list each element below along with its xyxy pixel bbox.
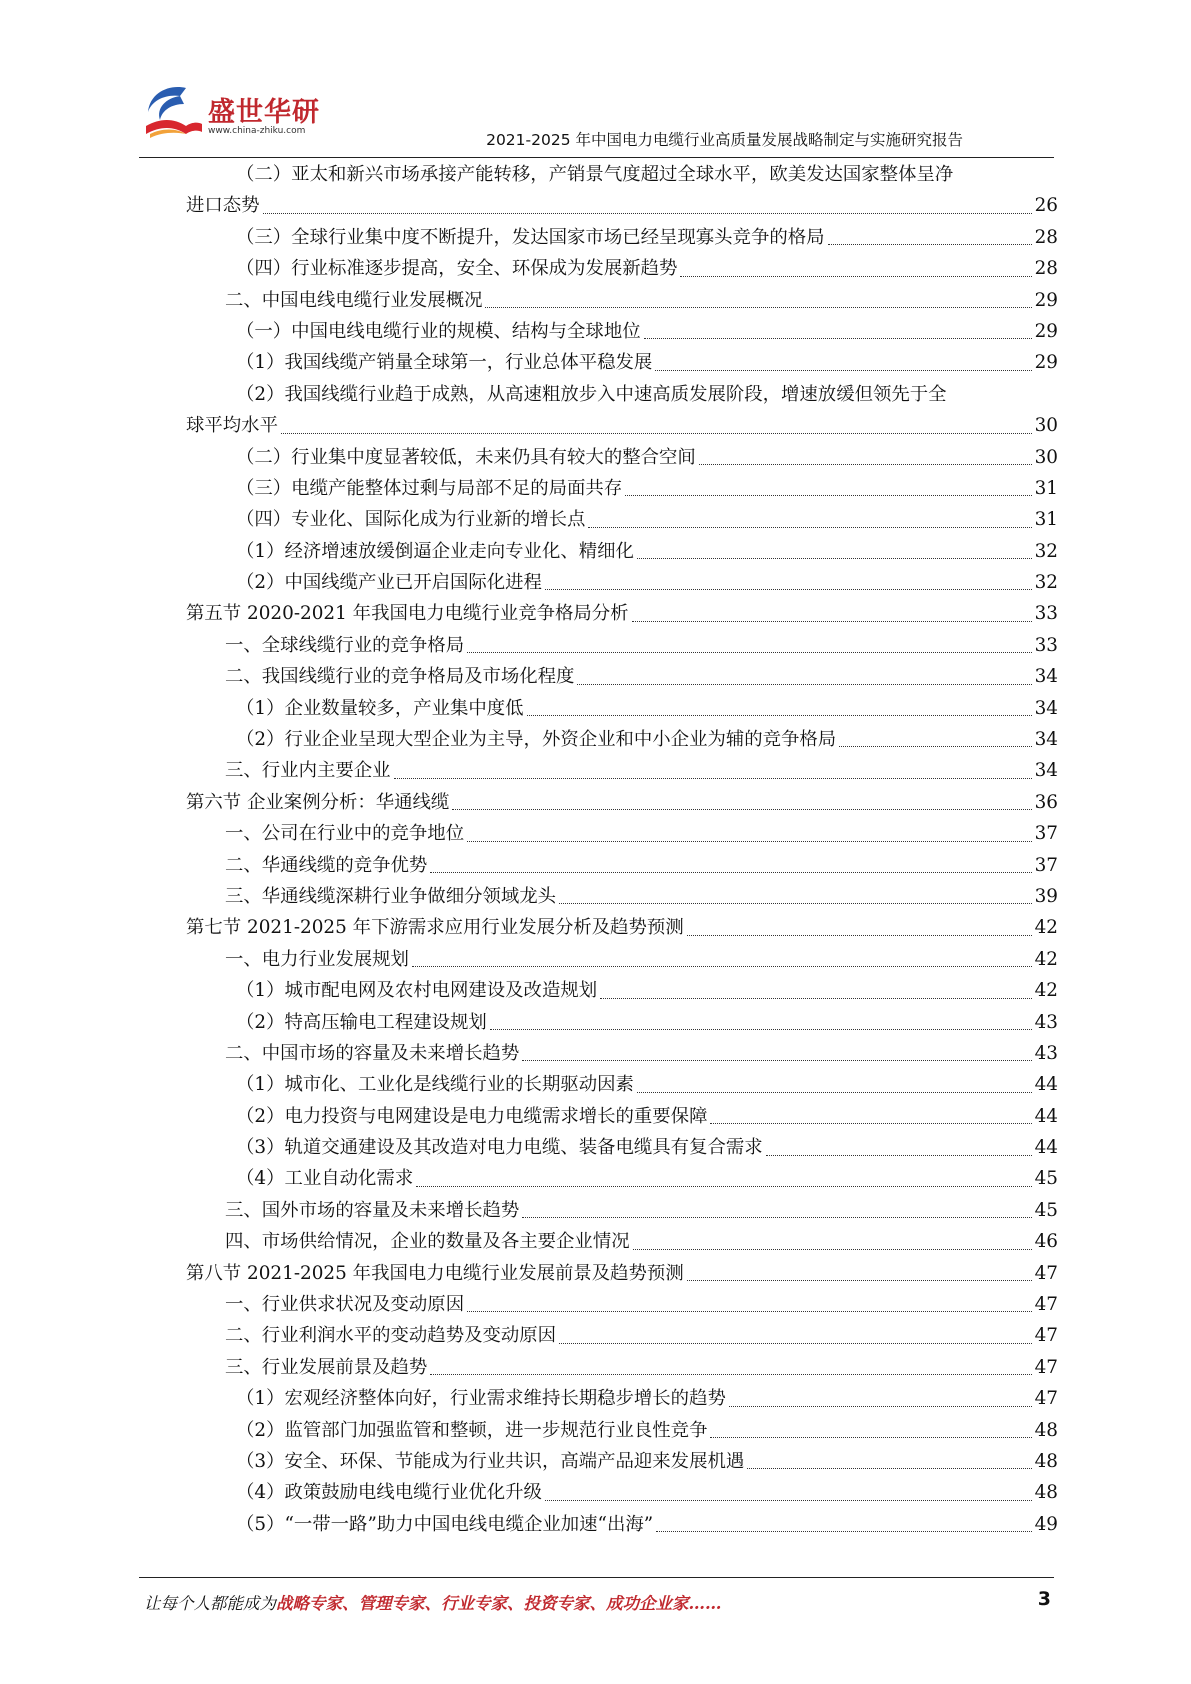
toc-page-number: 31 [1034, 509, 1058, 531]
toc-entry-title: （2）中国线缆产业已开启国际化进程 [236, 572, 542, 594]
toc-entry-title: （2）监管部门加强监管和整顿，进一步规范行业良性竞争 [236, 1419, 708, 1441]
toc-entry-title: （二）亚太和新兴市场承接产能转移，产销景气度超过全球水平，欧美发达国家整体呈净 [236, 163, 954, 185]
page-header [0, 0, 1191, 160]
toc-page-number: 26 [1034, 195, 1058, 217]
toc-page-number: 42 [1034, 917, 1058, 939]
toc-entry[interactable] [236, 1007, 1058, 1038]
toc-leader-dots [467, 652, 1032, 653]
toc-entry-title: 第八节 2021-2025 年我国电力电缆行业发展前景及趋势预测 [186, 1262, 684, 1284]
toc-page-number: 48 [1034, 1451, 1058, 1472]
toc-page-number: 30 [1034, 415, 1058, 437]
toc-entry[interactable] [236, 222, 1058, 253]
toc-entry[interactable] [236, 1415, 1058, 1446]
toc-leader-dots [588, 527, 1031, 528]
toc-leader-dots [559, 903, 1032, 904]
toc-entry[interactable] [236, 347, 1058, 378]
toc-entry[interactable] [236, 1101, 1058, 1132]
toc-page-number: 37 [1034, 854, 1058, 876]
toc-entry-title: 三、国外市场的容量及未来增长趋势 [225, 1199, 520, 1221]
toc-entry[interactable] [236, 1446, 1058, 1477]
toc-entry-title: 一、行业供求状况及变动原因 [225, 1294, 465, 1316]
toc-leader-dots [710, 1123, 1031, 1124]
toc-entry-title: （3）安全、环保、节能成为行业共识，高端产品迎来发展机遇 [236, 1451, 745, 1472]
toc-leader-dots [577, 684, 1031, 685]
toc-leader-dots [633, 1249, 1032, 1250]
toc-entry[interactable] [225, 818, 1058, 849]
toc-leader-dots [747, 1468, 1031, 1469]
toc-entry-title: （2）电力投资与电网建设是电力电缆需求增长的重要保障 [236, 1105, 708, 1127]
toc-entry[interactable] [236, 567, 1058, 598]
toc-page-number: 48 [1034, 1419, 1058, 1441]
toc-leader-dots [637, 558, 1032, 559]
toc-entry[interactable] [236, 379, 1058, 410]
toc-entry-title: （2）特高压输电工程建设规划 [236, 1011, 487, 1033]
toc-leader-dots [452, 809, 1031, 810]
toc-entry-title: 四、市场供给情况，企业的数量及各主要企业情况 [225, 1231, 630, 1253]
toc-page-number: 30 [1034, 446, 1058, 468]
toc-leader-dots [699, 464, 1032, 465]
toc-entry-title: 一、公司在行业中的竞争地位 [225, 823, 465, 845]
footer-divider [139, 1577, 1054, 1578]
toc-page-number: 28 [1034, 258, 1058, 280]
toc-section-entry[interactable] [186, 787, 1058, 818]
toc-leader-dots [430, 1374, 1031, 1375]
toc-entry[interactable] [236, 253, 1058, 284]
toc-entry-title: 第七节 2021-2025 年下游需求应用行业发展分析及趋势预测 [186, 917, 684, 939]
toc-page-number: 39 [1034, 885, 1058, 907]
toc-entry-title: （4）政策鼓励电线电缆行业优化升级 [236, 1482, 542, 1504]
toc-entry[interactable] [236, 536, 1058, 567]
toc-entry-title: 一、电力行业发展规划 [225, 948, 409, 970]
toc-section-entry[interactable] [186, 912, 1058, 943]
toc-leader-dots [485, 307, 1031, 308]
toc-section-entry[interactable] [186, 1258, 1058, 1289]
toc-page-number: 46 [1034, 1231, 1058, 1253]
toc-entry-title: 二、我国线缆行业的竞争格局及市场化程度 [225, 666, 575, 688]
toc-entry-title: （3）轨道交通建设及其改造对电力电缆、装备电缆具有复合需求 [236, 1137, 763, 1159]
toc-leader-dots [522, 1217, 1031, 1218]
toc-leader-dots [545, 589, 1032, 590]
toc-page-number: 33 [1034, 603, 1058, 625]
toc-entry[interactable] [236, 1164, 1058, 1195]
toc-page-number: 36 [1034, 791, 1058, 813]
toc-entry[interactable] [225, 630, 1058, 661]
toc-entry-title: （2）行业企业呈现大型企业为主导，外资企业和中小企业为辅的竞争格局 [236, 729, 837, 751]
toc-page-number: 34 [1034, 760, 1058, 782]
toc-entry-title: （1）经济增速放缓倒逼企业走向专业化、精细化 [236, 540, 634, 562]
toc-leader-dots [687, 1280, 1032, 1281]
toc-entry-title: 二、中国电线电缆行业发展概况 [225, 289, 483, 311]
toc-entry-title-continued: 球平均水平 [186, 415, 278, 437]
toc-page-number: 43 [1034, 1042, 1058, 1064]
toc-entry[interactable] [236, 504, 1058, 535]
toc-leader-dots [637, 1092, 1032, 1093]
toc-entry-title: 三、行业内主要企业 [225, 760, 391, 782]
toc-page-number: 44 [1034, 1074, 1058, 1096]
toc-page-number: 34 [1034, 697, 1058, 719]
toc-entry[interactable] [236, 316, 1058, 347]
toc-leader-dots [625, 495, 1031, 496]
toc-page-number: 29 [1034, 320, 1058, 342]
toc-leader-dots [467, 1311, 1032, 1312]
toc-page-number: 28 [1034, 226, 1058, 248]
toc-page-number: 45 [1034, 1199, 1058, 1221]
toc-leader-dots [828, 244, 1032, 245]
toc-page-number: 34 [1034, 666, 1058, 688]
toc-entry[interactable] [236, 1132, 1058, 1163]
toc-entry[interactable] [236, 975, 1058, 1006]
toc-leader-dots [430, 872, 1031, 873]
toc-leader-dots [394, 778, 1032, 779]
toc-entry-title: （1）企业数量较多，产业集中度低 [236, 697, 524, 719]
toc-entry[interactable] [225, 755, 1058, 786]
toc-leader-dots [600, 998, 1031, 999]
toc-leader-dots [490, 1029, 1032, 1030]
toc-entry[interactable] [225, 1038, 1058, 1069]
toc-page-number: 43 [1034, 1011, 1058, 1033]
toc-page-number: 37 [1034, 823, 1058, 845]
toc-leader-dots [656, 1531, 1031, 1532]
toc-leader-dots [467, 841, 1032, 842]
toc-leader-dots [680, 276, 1031, 277]
toc-entry-title: （一）中国电线电缆行业的规模、结构与全球地位 [236, 320, 641, 342]
toc-page-number: 42 [1034, 948, 1058, 970]
toc-leader-dots [522, 1060, 1031, 1061]
toc-entry-title: （二）行业集中度显著较低，未来仍具有较大的整合空间 [236, 446, 696, 468]
toc-entry[interactable] [236, 1509, 1058, 1540]
toc-entry[interactable] [236, 724, 1058, 755]
toc-entry[interactable] [236, 473, 1058, 504]
toc-entry[interactable] [236, 442, 1058, 473]
toc-entry-title: （三）全球行业集中度不断提升，发达国家市场已经呈现寡头竞争的格局 [236, 226, 825, 248]
toc-entry-title: （1）宏观经济整体向好，行业需求维持长期稳步增长的趋势 [236, 1388, 726, 1410]
toc-page-number: 31 [1034, 477, 1058, 499]
toc-entry[interactable] [225, 1352, 1058, 1383]
toc-entry[interactable] [236, 159, 1058, 190]
toc-page-number: 49 [1034, 1513, 1058, 1535]
toc-leader-dots [632, 621, 1032, 622]
toc-entry[interactable] [225, 1226, 1058, 1257]
toc-entry-continuation[interactable] [186, 410, 1058, 441]
logo-url: www.china-zhiku.com [208, 126, 306, 136]
toc-entry[interactable] [236, 693, 1058, 724]
toc-entry-title: 二、行业利润水平的变动趋势及变动原因 [225, 1325, 557, 1347]
toc-entry[interactable] [236, 1477, 1058, 1508]
toc-entry-title: 第五节 2020-2021 年我国电力电缆行业竞争格局分析 [186, 603, 629, 625]
toc-page-number: 42 [1034, 980, 1058, 1002]
toc-leader-dots [644, 338, 1032, 339]
toc-page-number: 44 [1034, 1105, 1058, 1127]
toc-entry-title: （5）“一带一路”助力中国电线电缆企业加速“出海” [236, 1513, 654, 1535]
slogan-emphasis: 战略专家、管理专家、行业专家、投资专家、成功企业家…… [276, 1594, 722, 1613]
toc-entry-title: 第六节 企业案例分析：华通线缆 [186, 791, 450, 813]
toc-leader-dots [416, 1186, 1031, 1187]
toc-entry[interactable] [236, 1383, 1058, 1414]
toc-entry-title: （1）城市配电网及农村电网建设及改造规划 [236, 980, 598, 1002]
toc-entry-title: （1）我国线缆产销量全球第一，行业总体平稳发展 [236, 352, 653, 374]
toc-entry-title: 三、华通线缆深耕行业争做细分领域龙头 [225, 885, 557, 907]
toc-entry[interactable] [225, 944, 1058, 975]
toc-entry-title: 三、行业发展前景及趋势 [225, 1356, 428, 1378]
toc-page-number: 32 [1034, 572, 1058, 594]
toc-leader-dots [263, 213, 1032, 214]
toc-page-number: 44 [1034, 1137, 1058, 1159]
toc-entry[interactable] [225, 850, 1058, 881]
header-divider [139, 157, 1054, 158]
toc-entry-title: （三）电缆产能整体过剩与局部不足的局面共存 [236, 477, 623, 499]
toc-entry-title: 一、全球线缆行业的竞争格局 [225, 634, 465, 656]
toc-page-number: 33 [1034, 634, 1058, 656]
toc-page-number: 47 [1034, 1262, 1058, 1284]
toc-page-number: 47 [1034, 1388, 1058, 1410]
footer-slogan [144, 1590, 722, 1614]
toc-leader-dots [281, 433, 1032, 434]
toc-entry[interactable] [225, 1195, 1058, 1226]
toc-leader-dots [559, 1343, 1032, 1344]
toc-leader-dots [766, 1155, 1032, 1156]
toc-entry[interactable] [225, 1320, 1058, 1351]
toc-leader-dots [545, 1500, 1032, 1501]
report-title: 2021-2025 年中国电力电缆行业高质量发展战略制定与实施研究报告 [486, 131, 963, 149]
toc-entry[interactable] [236, 1069, 1058, 1100]
toc-entry-title: （四）专业化、国际化成为行业新的增长点 [236, 509, 586, 531]
toc-entry-title: （四）行业标准逐步提高，安全、环保成为发展新趋势 [236, 258, 678, 280]
toc-page-number: 29 [1034, 352, 1058, 374]
toc-leader-dots [839, 746, 1031, 747]
page-number: 3 [1037, 1588, 1051, 1610]
toc-leader-dots [527, 715, 1032, 716]
toc-entry[interactable] [225, 661, 1058, 692]
toc-page-number: 32 [1034, 540, 1058, 562]
toc-section-entry[interactable] [186, 598, 1058, 629]
toc-entry[interactable] [225, 285, 1058, 316]
toc-entry-title-continued: 进口态势 [186, 195, 260, 217]
toc-page-number: 47 [1034, 1356, 1058, 1378]
slogan-prefix: 让每个人都能成为 [144, 1594, 276, 1613]
toc-leader-dots [655, 370, 1031, 371]
table-of-contents [186, 159, 1058, 1540]
toc-page-number: 34 [1034, 729, 1058, 751]
toc-entry-title: （1）城市化、工业化是线缆行业的长期驱动因素 [236, 1074, 634, 1096]
toc-entry-title: （2）我国线缆行业趋于成熟，从高速粗放步入中速高质发展阶段，增速放缓但领先于全 [236, 383, 947, 405]
toc-entry-title: （4）工业自动化需求 [236, 1168, 414, 1190]
toc-page-number: 47 [1034, 1294, 1058, 1316]
toc-entry[interactable] [225, 881, 1058, 912]
company-logo [140, 82, 320, 152]
toc-page-number: 29 [1034, 289, 1058, 311]
toc-entry[interactable] [225, 1289, 1058, 1320]
toc-entry-title: 二、华通线缆的竞争优势 [225, 854, 428, 876]
toc-page-number: 48 [1034, 1482, 1058, 1504]
toc-leader-dots [687, 935, 1032, 936]
logo-text: 盛世华研 [208, 97, 320, 128]
toc-page-number: 47 [1034, 1325, 1058, 1347]
toc-entry-title: 二、中国市场的容量及未来增长趋势 [225, 1042, 520, 1064]
logo-emblem-icon [140, 82, 204, 146]
toc-entry-continuation[interactable] [186, 190, 1058, 221]
toc-leader-dots [710, 1437, 1031, 1438]
toc-page-number: 45 [1034, 1168, 1058, 1190]
toc-leader-dots [729, 1406, 1032, 1407]
toc-leader-dots [412, 966, 1032, 967]
